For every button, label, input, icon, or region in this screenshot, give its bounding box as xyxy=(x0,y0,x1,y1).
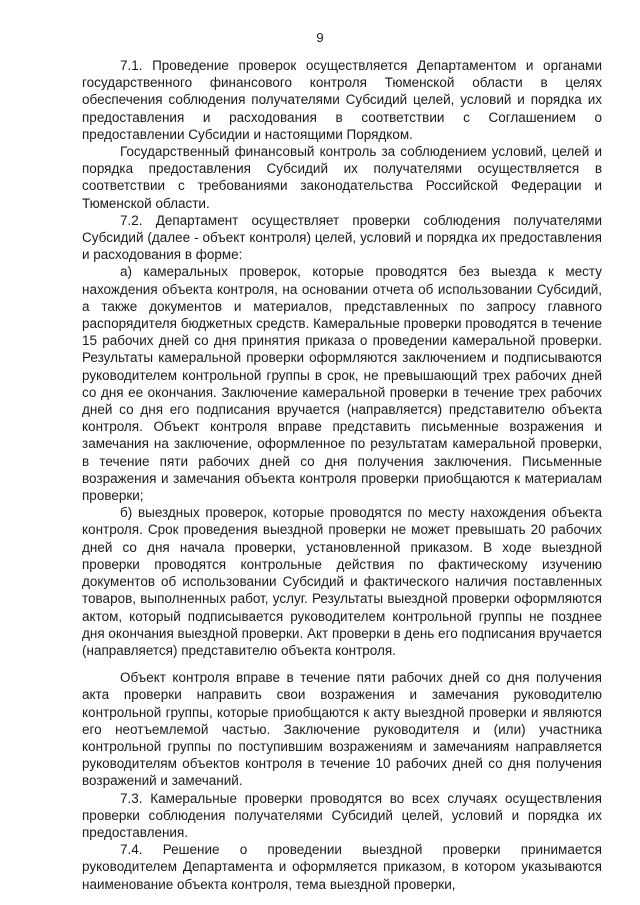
page-number: 9 xyxy=(316,30,324,45)
paragraph-7-2-b-field-audits: б) выездных проверок, которые проводятся по месту нахождения объекта контроля. Срок проведения выездной проверки не может превышать 20 рабочих дней со дня начала проверки, установленной приказом. В ходе выездной проверки проводятся контрольные действия по фактическому изучению документов об использовании Субсидий и фактического наличия поставленных товаров, выполненных работ, услуг. Результаты выездной проверки оформляются актом, который подписывается руководителем контрольной группы не позднее дня окончания выездной проверки. Акт проверки в день его подписания вручается (направляется) представителю объекта контроля. xyxy=(82,505,602,658)
paragraph-state-financial-control: Государственный финансовый контроль за соблюдением условий, целей и порядка предоставления Субсидий их получателями осуществляется в соответствии с требованиями законодательства Российской Федерации и Тюменской области. xyxy=(82,144,602,211)
paragraph-7-4: 7.4. Решение о проведении выездной проверки принимается руководителем Департамента и оформляется приказом, в котором указываются наименование объекта контроля, тема выездной проверки, xyxy=(82,842,602,892)
document-body xyxy=(82,57,602,893)
paragraph-objections: Объект контроля вправе в течение пяти рабочих дней со дня получения акта проверки направить свои возражения и замечания руководителю контрольной группы, которые приобщаются к акту выездной проверки и являются его неотъемлемой частью. Заключение руководителя и (или) участника контрольной группы по поступившим возражениям и замечаниям направляется руководителям объектов контроля в течение 10 рабочих дней со дня получения возражений и замечаний. xyxy=(82,670,602,789)
paragraph-7-2-a-desk-audits: а) камеральных проверок, которые проводятся без выезда к месту нахождения объекта контроля, на основании отчета об использовании Субсидий, а также документов и материалов, представленных по запросу главного распорядителя бюджетных средств. Камеральные проверки проводятся в течение 15 рабочих дней со дня принятия приказа о проведении камеральной проверки. Результаты камеральной проверки оформляются заключением и подписываются руководителем контрольной группы в срок, не превышающий трех рабочих дней со дня ее окончания. Заключение камеральной проверки в течение трех рабочих дней со дня его подписания вручается (направляется) представителю объекта контроля. Объект контроля вправе представить письменные возражения и замечания на заключение, оформленное по результатам камеральной проверки, в течение пяти рабочих дней со дня получения заключения. Письменные возражения и замечания объекта контроля проверки приобщаются к материалам проверки; xyxy=(82,264,602,504)
paragraph-7-2: 7.2. Департамент осуществляет проверки соблюдения получателями Субсидий (далее - объект контроля) целей, условий и порядка их предоставления и расходования в форме: xyxy=(82,212,602,263)
paragraph-7-3: 7.3. Камеральные проверки проводятся во всех случаях осуществления проверки соблюдения получателями Субсидий целей, условий и порядка их предоставления. xyxy=(82,790,602,840)
paragraph-7-1: 7.1. Проведение проверок осуществляется Департаментом и органами государственного финансового контроля Тюменской области в целях обеспечения соблюдения получателями Субсидий целей, условий и порядка их предоставления и расходования в соответствии с Соглашением о предоставлении Субсидии и настоящими Порядком. xyxy=(82,58,602,142)
